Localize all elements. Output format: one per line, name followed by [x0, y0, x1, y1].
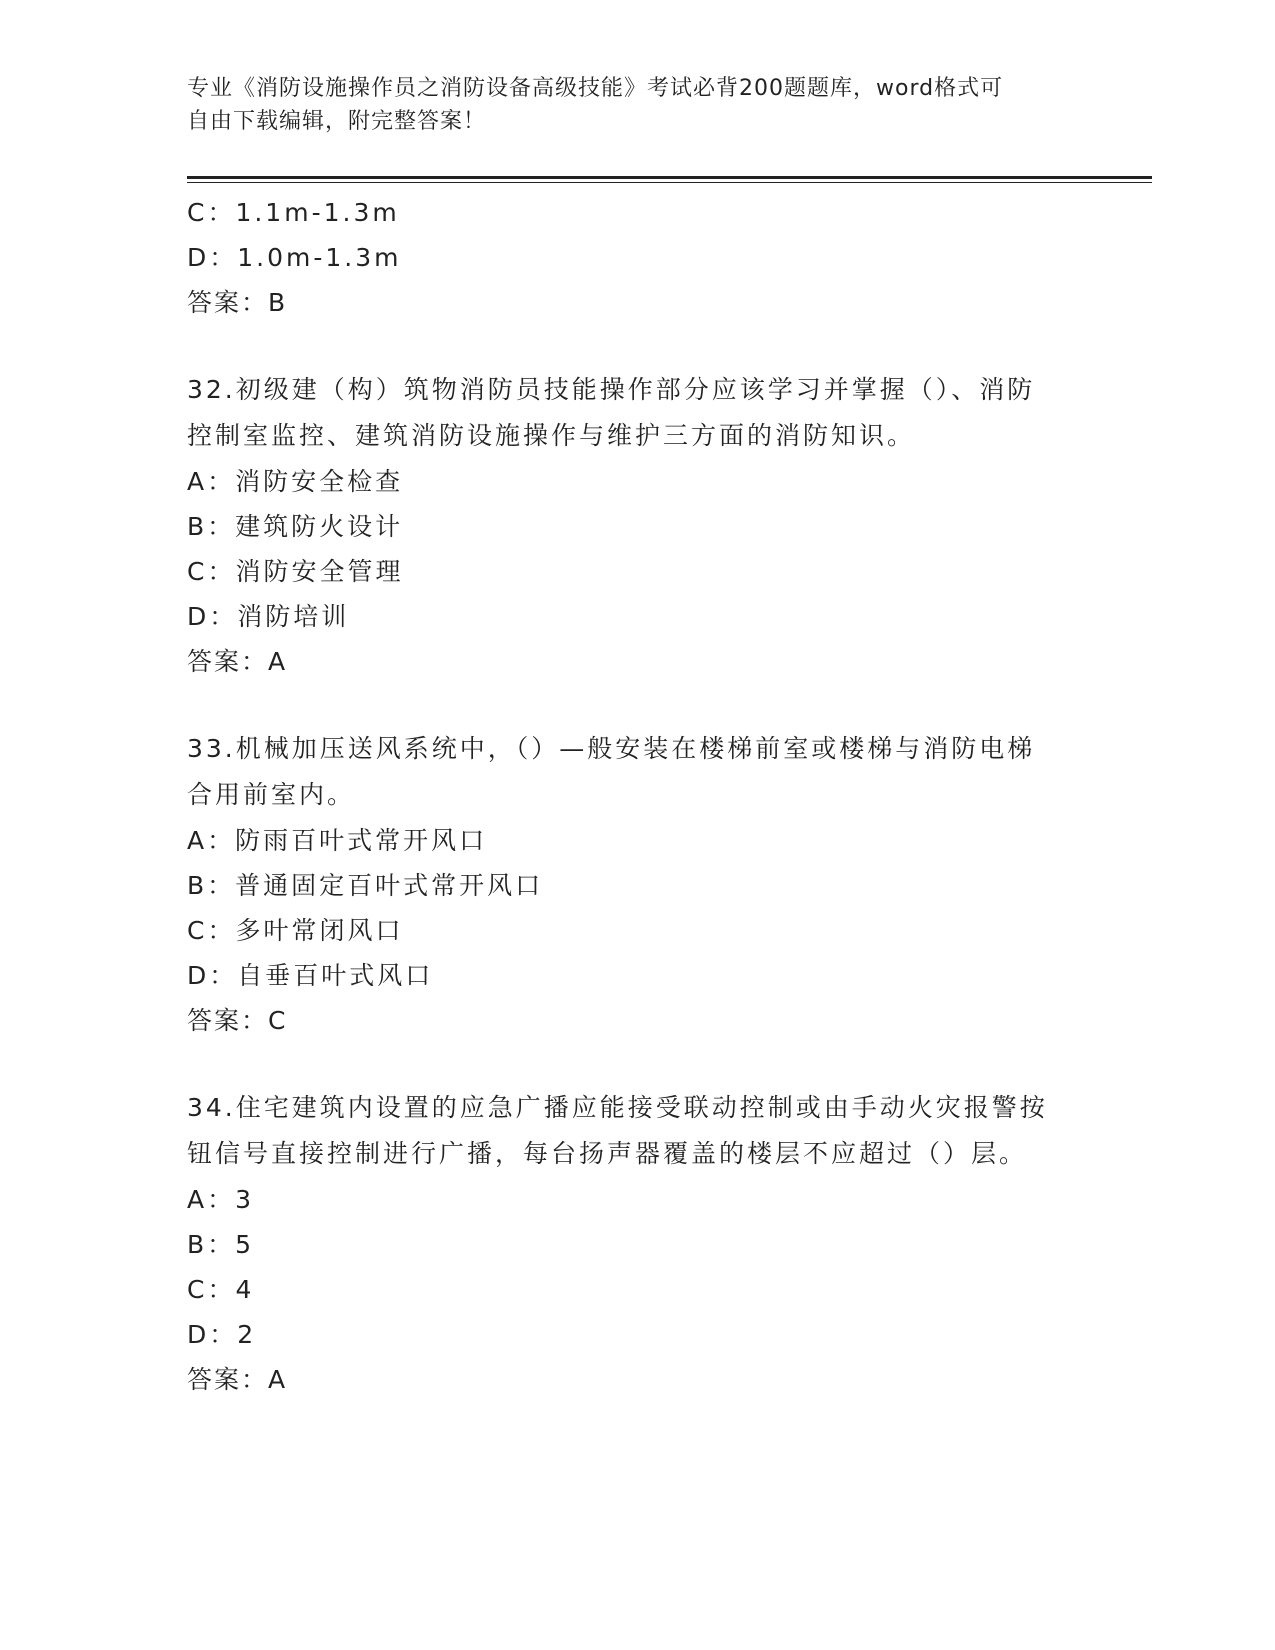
option-d: D：自垂百叶式风口 — [187, 961, 434, 990]
answer: 答案：B — [187, 288, 288, 317]
option-d: D：1.0m-1.3m — [187, 243, 402, 272]
question-text-line: 钮信号直接控制进行广播，每台扬声器覆盖的楼层不应超过（）层。 — [187, 1139, 1028, 1168]
answer: 答案：A — [187, 1365, 288, 1394]
question-32 — [187, 367, 1087, 685]
option-c: C：4 — [187, 1275, 255, 1304]
option-d: D：消防培训 — [187, 602, 350, 631]
question-text-line: 32.初级建（构）筑物消防员技能操作部分应该学习并掌握（）、消防 — [187, 375, 1036, 404]
question-text-line: 33.机械加压送风系统中，（）—般安装在楼梯前室或楼梯与消防电梯 — [187, 734, 1036, 763]
question-text-line: 控制室监控、建筑消防设施操作与维护三方面的消防知识。 — [187, 421, 916, 450]
option-b: B：5 — [187, 1230, 255, 1259]
option-b: B：建筑防火设计 — [187, 512, 404, 541]
answer: 答案：C — [187, 1006, 288, 1035]
option-c: C：多叶常闭风口 — [187, 916, 404, 945]
document-body — [187, 190, 1087, 1403]
header-line-1: 专业《消防设施操作员之消防设备高级技能》考试必背200题题库，word格式可 — [187, 76, 1004, 101]
header-divider-thin — [187, 182, 1152, 183]
question-text-line: 34.住宅建筑内设置的应急广播应能接受联动控制或由手动火灾报警按 — [187, 1093, 1048, 1122]
option-a: A：防雨百叶式常开风口 — [187, 826, 488, 855]
question-34 — [187, 1085, 1087, 1403]
option-c: C：1.1m-1.3m — [187, 198, 400, 227]
option-a: A：3 — [187, 1185, 255, 1214]
option-d: D：2 — [187, 1320, 257, 1349]
document-header — [187, 72, 1067, 138]
header-line-2: 自由下载编辑，附完整答案！ — [187, 109, 487, 134]
previous-question-tail — [187, 190, 1087, 326]
header-divider-thick — [187, 176, 1152, 179]
answer: 答案：A — [187, 647, 288, 676]
question-text-line: 合用前室内。 — [187, 780, 356, 809]
option-c: C：消防安全管理 — [187, 557, 404, 586]
option-b: B：普通固定百叶式常开风口 — [187, 871, 544, 900]
option-a: A：消防安全检查 — [187, 467, 404, 496]
question-33 — [187, 726, 1087, 1044]
